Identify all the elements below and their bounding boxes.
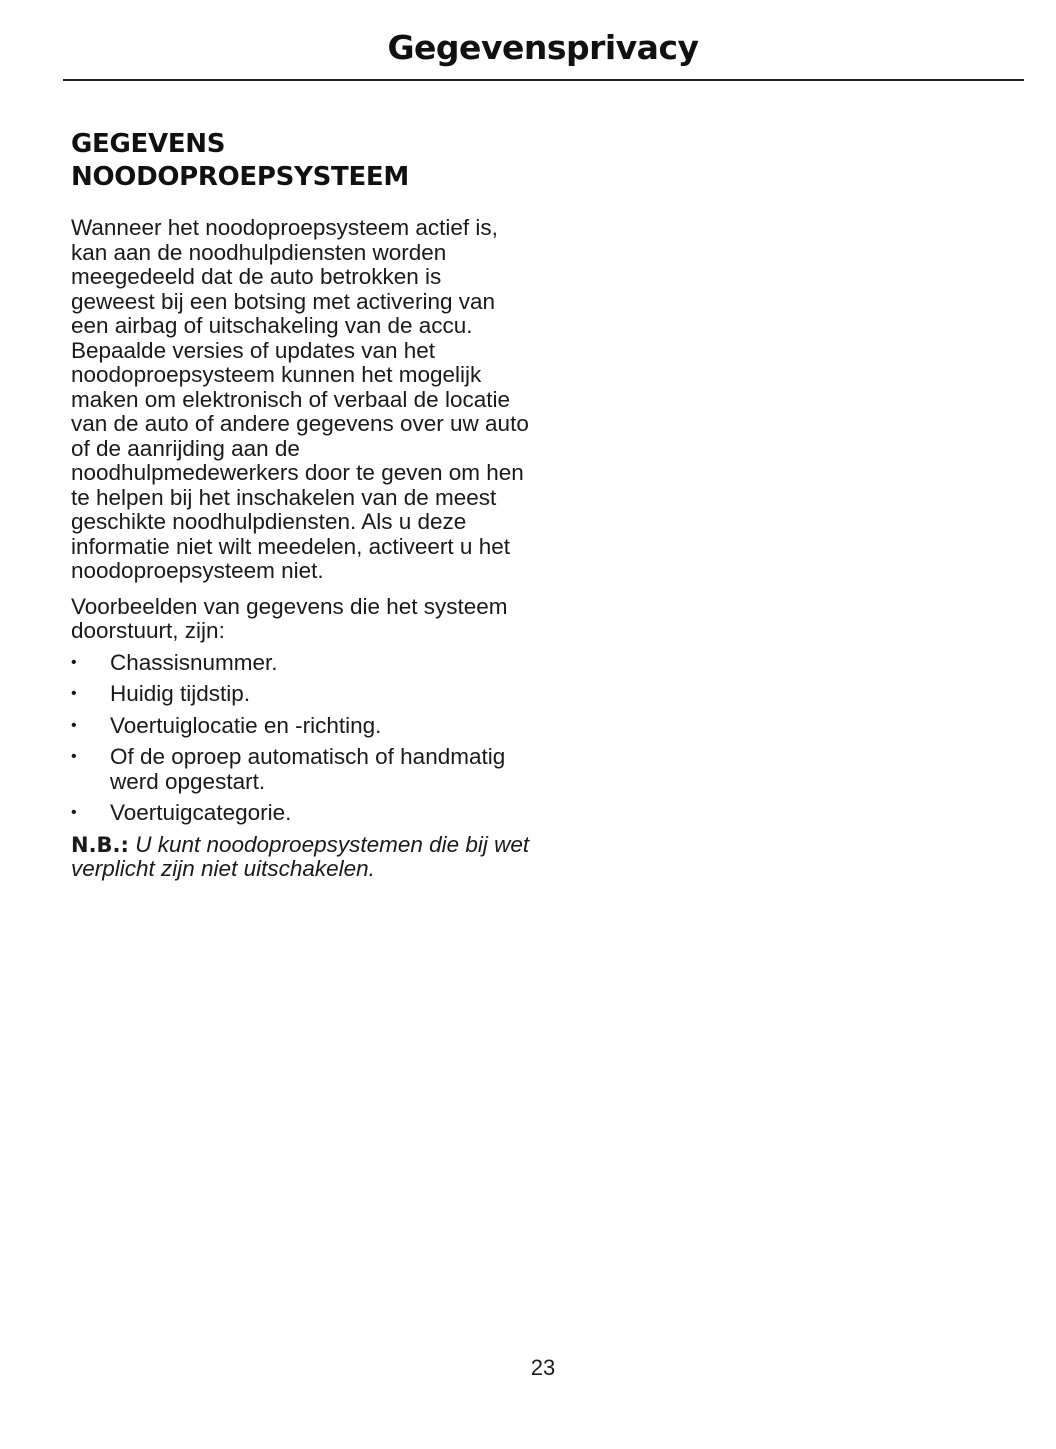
bullet-icon: • xyxy=(71,685,77,702)
header-divider xyxy=(63,79,1024,81)
section-heading-line-1: GEGEVENS xyxy=(71,129,226,159)
list-item-text: Chassisnummer. xyxy=(110,649,278,675)
list-item-text: Voertuigcategorie. xyxy=(110,800,292,825)
list-item xyxy=(71,651,531,676)
page-title: Gegevensprivacy xyxy=(387,28,699,67)
note xyxy=(71,833,531,882)
data-examples-list xyxy=(71,651,531,826)
section-heading-line-2: NOODOPROEPSYSTEEM xyxy=(71,162,409,192)
main-content xyxy=(71,128,531,882)
list-item-text: Of de oproep automatisch of handmatig werd opgestart. xyxy=(110,744,506,794)
page-number: 23 xyxy=(530,1355,556,1380)
examples-intro-paragraph: Voorbeelden van gegevens die het systeem doorstuurt, zijn: xyxy=(71,593,508,643)
list-item xyxy=(71,745,531,794)
bullet-icon: • xyxy=(71,716,77,734)
list-item xyxy=(71,714,531,739)
list-item-text: Voertuiglocatie en -richting. xyxy=(110,712,382,738)
bullet-icon: • xyxy=(71,653,77,671)
bullet-icon: • xyxy=(71,748,77,765)
note-label: N.B.: xyxy=(71,832,129,857)
section-heading xyxy=(71,128,531,194)
list-item xyxy=(71,801,531,826)
intro-paragraph: Wanneer het noodoproepsysteem actief is, kan aan de noodhulpdiensten worden meegedeeld dat de auto betrokken is geweest bij een botsing met activering van een airbag of uitschakeling van de accu. Bepaalde versies of updates van het noodoproepsysteem kunnen het mogelijk maken om elektronisch of verbaal de locatie van de auto of andere gegevens over uw auto of de aanrijding aan de noodhulpmedewerkers door te geven om hen te helpen bij het inschakelen van de meest geschikte noodhulpdiensten. Als u deze informatie niet wilt meedelen, activeert u het noodoproepsysteem niet. xyxy=(71,215,529,583)
note-text: U kunt noodoproepsystemen die bij wet verplicht zijn niet uitschakelen. xyxy=(71,831,530,881)
bullet-icon: • xyxy=(71,804,77,821)
list-item xyxy=(71,682,531,707)
list-item-text: Huidig tijdstip. xyxy=(110,681,251,706)
